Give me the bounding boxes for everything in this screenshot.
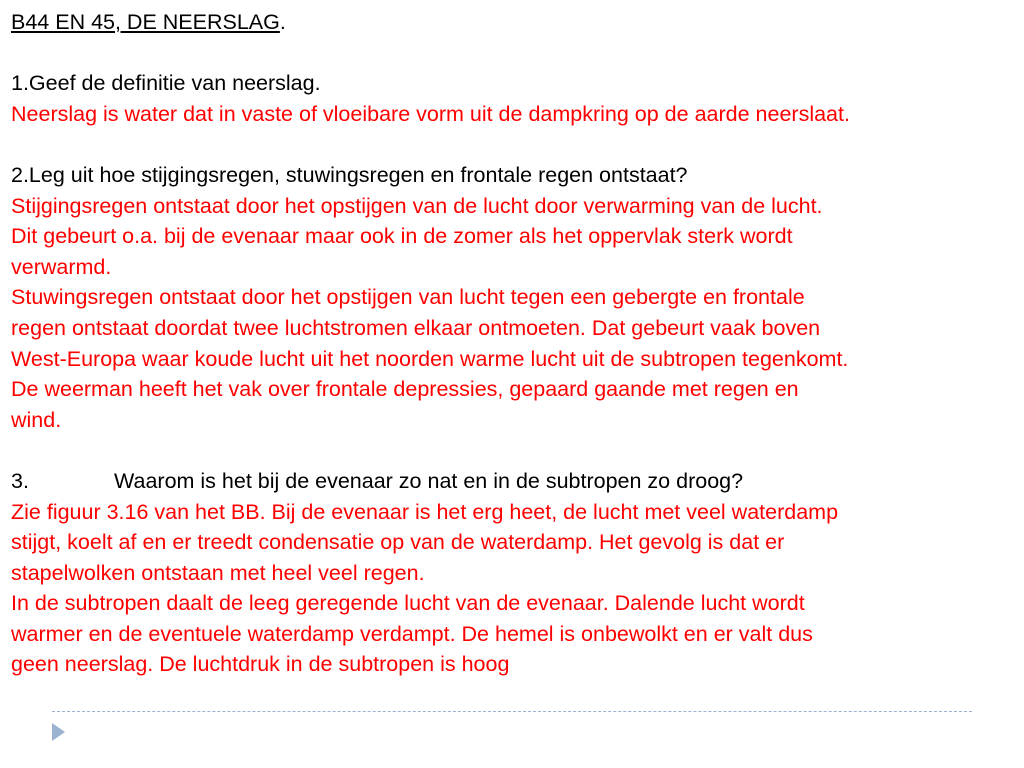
slide-content <box>11 7 1017 680</box>
answer-3-line: geen neerslag. De luchtdruk in de subtropen is hoog <box>11 652 510 677</box>
answer-2-line: verwarmd. <box>11 254 112 279</box>
answer-2-line: West-Europa waar koude lucht uit het noorden warme lucht uit de subtropen tegenkomt. <box>11 346 849 371</box>
triangle-right-icon <box>52 723 65 741</box>
question-2: 2.Leg uit hoe stijgingsregen, stuwingsregen en frontale regen ontstaat? <box>11 162 688 187</box>
title-suffix: . <box>279 10 286 34</box>
answer-3-line: stapelwolken ontstaan met heel veel regen. <box>11 560 425 585</box>
spacer <box>11 435 1017 466</box>
spacer <box>11 129 1017 160</box>
question-3-text: Waarom is het bij de evenaar zo nat en in de subtropen zo droog? <box>114 468 744 493</box>
spacer <box>11 38 1017 69</box>
answer-3-line: Zie figuur 3.16 van het BB. Bij de evenaar is het erg heet, de lucht met veel waterdamp <box>11 499 839 524</box>
answer-3-line: stijgt, koelt af en er treedt condensatie op van de waterdamp. Het gevolg is dat er <box>11 530 785 555</box>
answer-2-line: De weerman heeft het vak over frontale depressies, gepaard gaande met regen en <box>11 377 799 402</box>
answer-2-line: Stuwingsregen ontstaat door het opstijgen van lucht tegen een gebergte en frontale <box>11 285 805 310</box>
answer-3-line: warmer en de eventuele waterdamp verdampt. De hemel is onbewolkt en er valt dus <box>11 621 813 646</box>
question-1: 1.Geef de definitie van neerslag. <box>11 71 321 96</box>
footer-divider <box>52 711 972 712</box>
slide-title <box>11 7 1017 38</box>
answer-1-line: Neerslag is water dat in vaste of vloeibare vorm uit de dampkring op de aarde neerslaat. <box>11 101 850 126</box>
answer-3-line: In de subtropen daalt de leeg geregende lucht van de evenaar. Dalende lucht wordt <box>11 591 805 616</box>
answer-2-line: wind. <box>11 407 62 432</box>
answer-2-line: Stijgingsregen ontstaat door het opstijgen van de lucht door verwarming van de lucht. <box>11 193 823 218</box>
answer-2-line: regen ontstaat doordat twee luchtstromen elkaar ontmoeten. Dat gebeurt vaak boven <box>11 315 821 340</box>
question-3 <box>11 466 1017 497</box>
question-3-number: 3. <box>11 468 29 493</box>
title-text: B44 EN 45, DE NEERSLAG <box>11 10 280 34</box>
answer-2-line: Dit gebeurt o.a. bij de evenaar maar ook in de zomer als het oppervlak sterk wordt <box>11 224 793 249</box>
